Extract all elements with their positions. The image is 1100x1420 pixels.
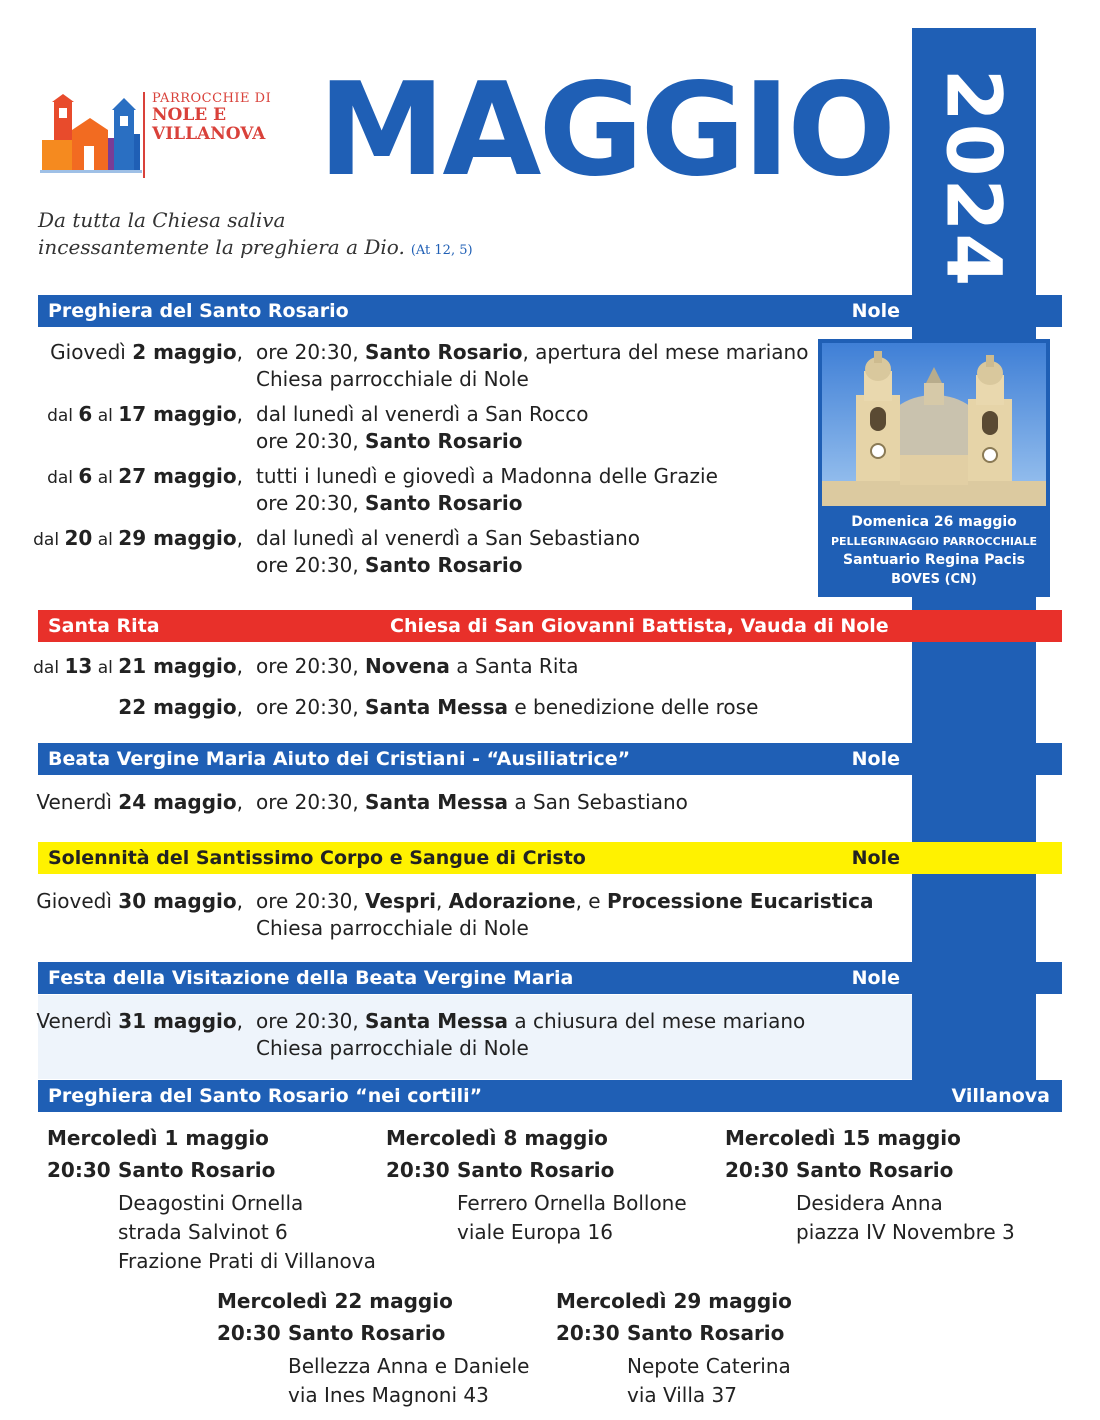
pilgrimage-place: Santuario Regina Pacis (843, 552, 1025, 568)
pilgrimage-date: Domenica 26 maggio (851, 514, 1017, 530)
section-place: Nole (851, 967, 900, 989)
logo-line-3: VILLANOVA (152, 123, 266, 144)
logo-line-1: PARROCCHIE DI (152, 91, 272, 106)
logo-text (152, 92, 302, 144)
section-place: Nole (851, 847, 900, 869)
section-place: Nole (851, 300, 900, 322)
section-header-corpus-domini (38, 842, 1062, 874)
section-title: Solennità del Santissimo Corpo e Sangue di Cristo (48, 847, 586, 869)
schedule-host: Ferrero Ornella Bollone (457, 1191, 687, 1215)
schedule-item (386, 1124, 716, 1274)
schedule-host: Nepote Caterina (627, 1354, 791, 1378)
schedule-day: Mercoledì 15 maggio (725, 1126, 961, 1150)
section-header-visitazione (38, 962, 1062, 994)
schedule-address: via Villa 37 (627, 1383, 737, 1407)
schedule-time: 20:30 (725, 1158, 789, 1182)
quote-reference: (At 12, 5) (410, 243, 473, 258)
schedule-item (217, 1287, 547, 1412)
schedule-host: Desidera Anna (796, 1191, 943, 1215)
section-header-cortili (38, 1080, 1062, 1112)
schedule-event: Santo Rosario (796, 1158, 954, 1182)
schedule-time: 20:30 (556, 1321, 620, 1345)
schedule-item (725, 1124, 1055, 1274)
pilgrimage-town: BOVES (CN) (891, 572, 977, 587)
section-header-ausiliatrice (38, 743, 1062, 775)
section-title: Santa Rita (48, 615, 160, 637)
schedule-item (556, 1287, 886, 1412)
schedule-address: piazza IV Novembre 3 (796, 1220, 1015, 1244)
section-header-rosario-nole (38, 295, 1062, 327)
schedule-day: Mercoledì 1 maggio (47, 1126, 269, 1150)
schedule-host: Bellezza Anna e Daniele (288, 1354, 530, 1378)
logo-line-2: NOLE E (152, 105, 227, 126)
section-title: Festa della Visitazione della Beata Vergine Maria (48, 967, 574, 989)
pilgrimage-text (818, 513, 1050, 589)
schedule-item (47, 1124, 377, 1274)
logo-divider (143, 92, 145, 178)
bible-quote (38, 207, 738, 264)
schedule-event: Santo Rosario (118, 1158, 276, 1182)
schedule-event: Santo Rosario (288, 1321, 446, 1345)
church-photo-icon (822, 343, 1046, 506)
quote-line-1: Da tutta la Chiesa saliva (38, 208, 286, 232)
schedule-address: strada Salvinot 6 (118, 1220, 288, 1244)
schedule-address: via Ines Magnoni 43 (288, 1383, 489, 1407)
schedule-time: 20:30 (386, 1158, 450, 1182)
section-header-santa-rita (38, 610, 1062, 642)
year-label: 2024 (929, 68, 1019, 288)
schedule-day: Mercoledì 8 maggio (386, 1126, 608, 1150)
section-title: Preghiera del Santo Rosario “nei cortili” (48, 1085, 483, 1107)
pilgrimage-title: PELLEGRINAGGIO PARROCCHIALE (830, 535, 1038, 548)
section-place: Chiesa di San Giovanni Battista, Vauda di Nole (390, 615, 889, 637)
schedule-event: Santo Rosario (627, 1321, 785, 1345)
month-title: MAGGIO (318, 56, 893, 205)
schedule-day: Mercoledì 22 maggio (217, 1289, 453, 1313)
section-place: Villanova (951, 1085, 1050, 1107)
section-title: Preghiera del Santo Rosario (48, 300, 349, 322)
schedule-day: Mercoledì 29 maggio (556, 1289, 792, 1313)
schedule-address: viale Europa 16 (457, 1220, 613, 1244)
schedule-host: Deagostini Ornella (118, 1191, 304, 1215)
section-title: Beata Vergine Maria Aiuto dei Cristiani - “Ausiliatrice” (48, 748, 631, 770)
schedule-event: Santo Rosario (457, 1158, 615, 1182)
section-place: Nole (851, 748, 900, 770)
schedule-time: 20:30 (217, 1321, 281, 1345)
quote-line-2: incessantemente la preghiera a Dio. (38, 235, 405, 259)
schedule-time: 20:30 (47, 1158, 111, 1182)
schedule-locality: Frazione Prati di Villanova (118, 1249, 376, 1273)
